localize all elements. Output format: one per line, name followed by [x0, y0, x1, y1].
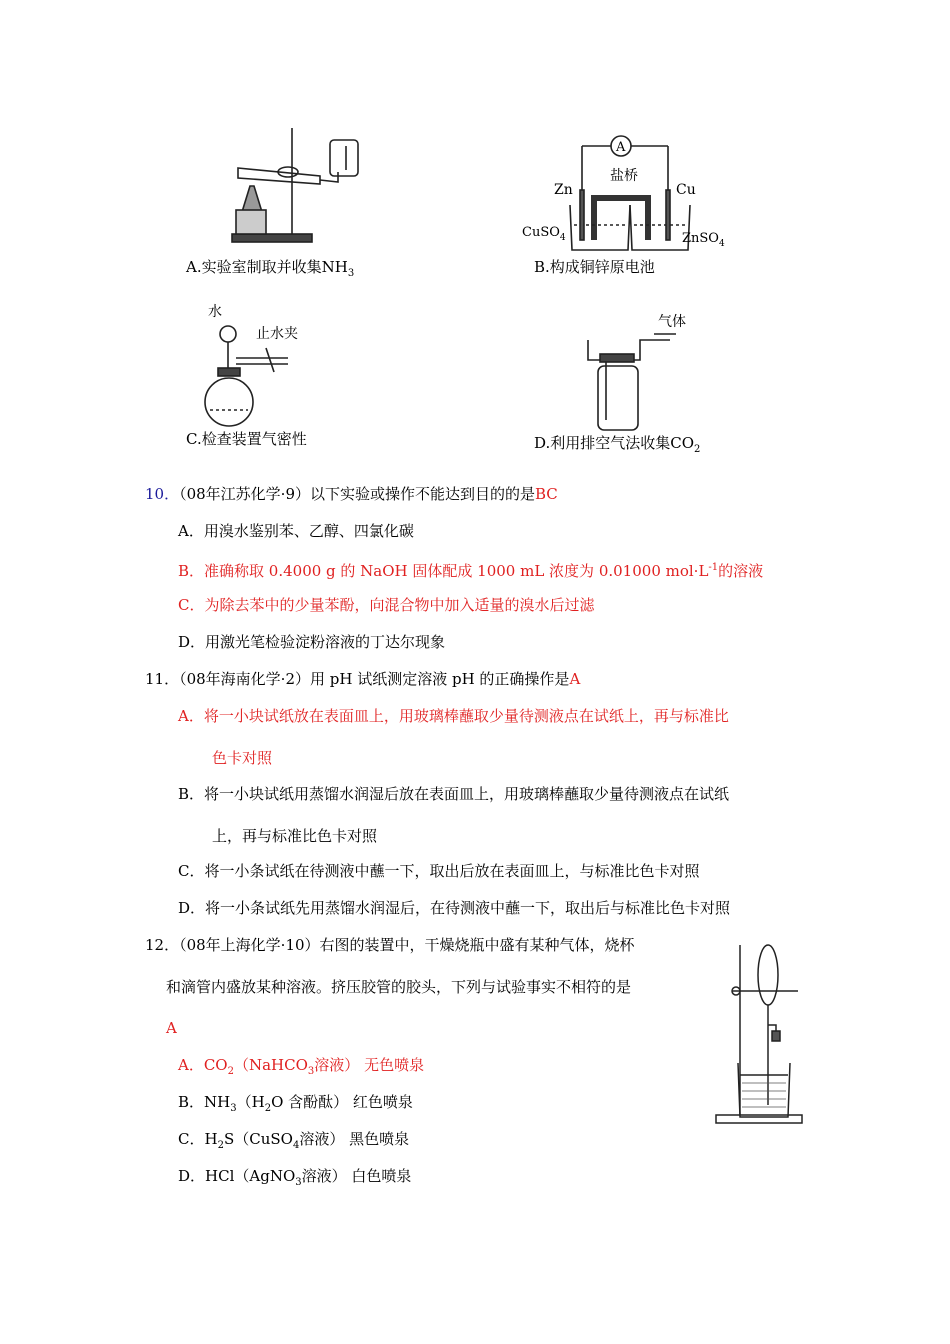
caption-d: D.利用排空气法收集$CO_2$	[534, 434, 701, 455]
label-water: 水	[208, 304, 222, 320]
apparatus-a-drawing	[232, 128, 358, 242]
q10-option-b: B．准确称取 0.4000 g 的 NaOH 固体配成 1000 mL 浓度为 0.01000 $mol\cdot L^{-1}$的溶液	[178, 562, 764, 580]
apparatus-b-drawing	[570, 136, 690, 250]
label-ammeter: A	[616, 140, 626, 155]
q11-option-a-line1: A．将一小块试纸放在表面皿上，用玻璃棒蘸取少量待测液点在试纸上，再与标准比	[178, 707, 729, 725]
caption-a: A.实验室制取并收集$NH_3$	[186, 258, 355, 279]
q12-option-b: B．$NH_3(H_2O$ 含酚酞） 红色喷泉	[178, 1093, 413, 1114]
label-cu: Cu	[676, 182, 696, 198]
q12-option-a: A．$CO_2(NaHCO_3$溶液） 无色喷泉	[178, 1056, 425, 1077]
q10-option-a: A．用溴水鉴别苯、乙醇、四氯化碳	[178, 522, 414, 540]
q11-answer: A	[569, 670, 581, 688]
q12-option-d: D．HCl（AgNO$_3$溶液） 白色喷泉	[178, 1167, 412, 1188]
label-clamp: 止水夹	[256, 326, 298, 342]
q11-option-d: D．将一小条试纸先用蒸馏水润湿后，在待测液中蘸一下，取出后与标准比色卡对照	[178, 899, 731, 917]
label-zn: Zn	[554, 182, 573, 198]
label-znso4: ZnSO$_4$	[682, 231, 725, 249]
q11-option-c: C．将一小条试纸在待测液中蘸一下，取出后放在表面皿上，与标准比色卡对照	[178, 862, 700, 880]
q10-stem: 10．（08年江苏化学·9）以下实验或操作不能达到目的的是BC	[145, 485, 558, 503]
apparatus-d-drawing	[588, 334, 676, 430]
q10-answer: BC	[535, 485, 558, 503]
caption-c: C.检查装置气密性	[186, 430, 307, 448]
caption-b: B.构成铜锌原电池	[534, 258, 655, 276]
q12-option-c: C．$H_2S(CuSO_4$溶液） 黑色喷泉	[178, 1130, 410, 1151]
q10-option-d: D．用激光笔检验淀粉溶液的丁达尔现象	[178, 633, 446, 651]
q12-answer: A	[166, 1019, 177, 1037]
label-salt-bridge: 盐桥	[610, 168, 638, 184]
apparatus-figure	[170, 120, 732, 462]
q10-option-c: C．为除去苯中的少量苯酚，向混合物中加入适量的溴水后过滤	[178, 596, 595, 614]
fountain-apparatus-figure	[712, 935, 807, 1130]
q11-option-b-line2: 上，再与标准比色卡对照	[212, 827, 378, 845]
q12-stem-line1: 12．（08年上海化学·10）右图的装置中，干燥烧瓶中盛有某种气体，烧杯	[145, 936, 635, 954]
label-gas: 气体	[658, 314, 686, 330]
q11-stem: 11．（08年海南化学·2）用 pH 试纸测定溶液 pH 的正确操作是A	[145, 670, 581, 688]
label-cuso4: CuSO$_4$	[522, 225, 566, 243]
q12-stem-line2: 和滴管内盛放某种溶液。挤压胶管的胶头，下列与试验事实不相符的是	[166, 978, 632, 996]
fountain-apparatus-drawing	[712, 935, 807, 1130]
q11-option-b-line1: B．将一小块试纸用蒸馏水润湿后放在表面皿上，用玻璃棒蘸取少量待测液点在试纸	[178, 785, 730, 803]
apparatus-diagrams	[170, 120, 732, 462]
q11-option-a-line2: 色卡对照	[212, 749, 273, 767]
